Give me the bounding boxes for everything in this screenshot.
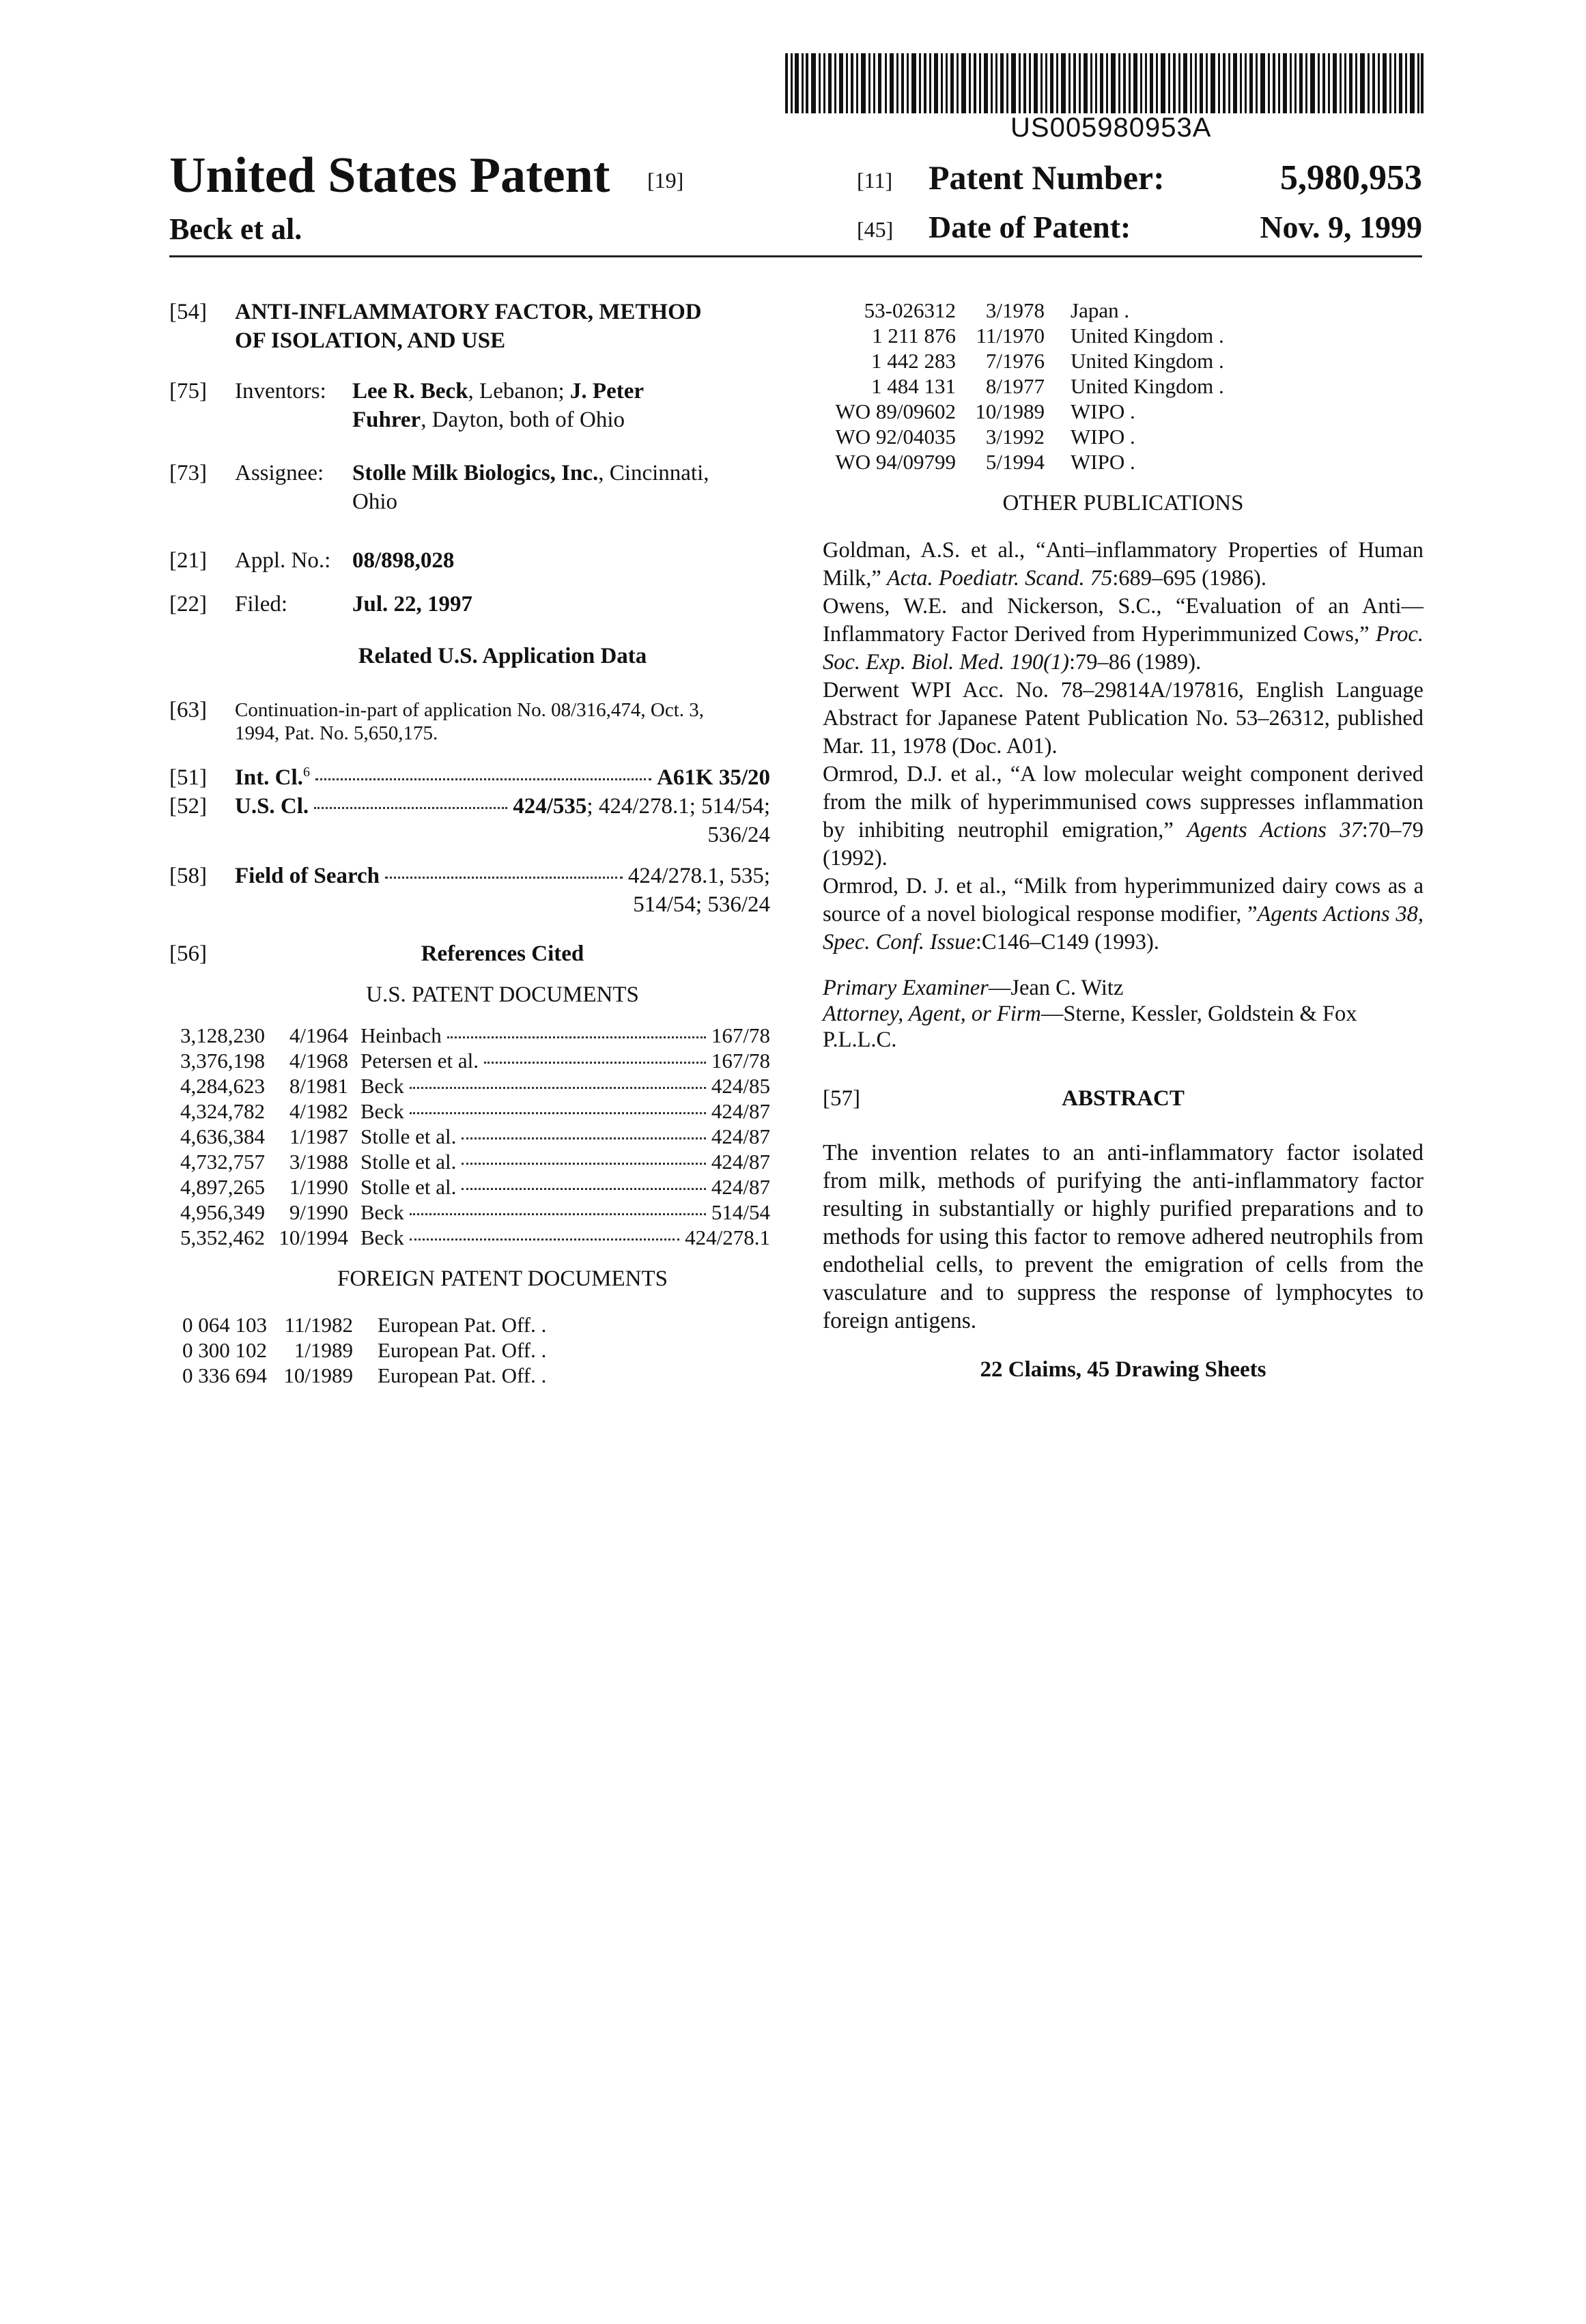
foreign-doc-date: 11/1982 xyxy=(284,1313,353,1337)
us-doc-name-class xyxy=(360,1200,770,1225)
foreign-doc-office: European Pat. Off. . xyxy=(378,1338,547,1362)
foreign-doc-number: 0 064 103 xyxy=(182,1313,267,1337)
us-doc-name-class xyxy=(360,1023,770,1048)
us-doc-date: 9/1990 xyxy=(289,1200,348,1224)
foreign-doc-office: European Pat. Off. . xyxy=(378,1363,547,1387)
field-of-search-label: Field of Search xyxy=(235,864,380,888)
us-doc-name: Heinbach xyxy=(360,1023,442,1047)
leader-dots xyxy=(315,778,651,780)
foreign-doc-number: 1 442 283 xyxy=(871,349,956,373)
abstract-heading: ABSTRACT xyxy=(1062,1086,1185,1111)
us-doc-date: 1/1990 xyxy=(289,1175,348,1199)
us-doc-row xyxy=(169,1023,770,1048)
leader-dots xyxy=(462,1137,706,1139)
patent-number: 5,980,953 xyxy=(1280,158,1422,197)
us-doc-name-class xyxy=(360,1149,770,1174)
tag-75: [75] xyxy=(169,379,207,403)
publication-4-text: Ormrod, D.J. et al., “A low molecular weight component derived from the milk of hyperimmunised cows suppresses inflammation by inhibiting neutrophil emigration,” xyxy=(823,762,1424,842)
tag-73: [73] xyxy=(169,461,207,485)
us-doc-number: 4,284,623 xyxy=(180,1074,265,1098)
us-doc-number: 4,324,782 xyxy=(180,1099,265,1123)
tag-56: [56] xyxy=(169,941,207,966)
date-tag: [45] xyxy=(857,217,894,242)
tag-54: [54] xyxy=(169,300,207,324)
foreign-doc-date: 3/1978 xyxy=(985,298,1045,322)
us-cl-rest: ; 424/278.1; 514/54; xyxy=(586,794,770,819)
us-doc-name: Petersen et al. xyxy=(360,1049,479,1073)
tag-58: [58] xyxy=(169,864,207,888)
foreign-doc-row xyxy=(823,424,1424,449)
tag-63: [63] xyxy=(169,698,207,722)
us-doc-class: 167/78 xyxy=(711,1023,770,1047)
publication-1-pages: :689–695 (1986). xyxy=(1112,566,1266,591)
other-publications xyxy=(823,537,1424,956)
us-doc-name: Beck xyxy=(360,1200,404,1224)
leader-dots xyxy=(410,1213,706,1215)
foreign-doc-number: 1 211 876 xyxy=(872,324,956,348)
tag-21: [21] xyxy=(169,548,207,573)
us-doc-name: Stolle et al. xyxy=(360,1175,457,1199)
foreign-doc-office: WIPO . xyxy=(1071,399,1135,423)
abstract-text: The invention relates to an anti-inflammatory factor isolated from milk, methods of purifying the anti-inflammatory factor resulting in substantially or highly purified preparations and to methods for using this factor to remove adhered neutrophils from endothelial cells, to prevent the emigration of cells from the vasculature and to suppress the response of lymphocytes to foreign antigens. xyxy=(823,1140,1424,1333)
foreign-doc-number: WO 92/04035 xyxy=(835,425,956,449)
foreign-docs-heading: FOREIGN PATENT DOCUMENTS xyxy=(337,1266,668,1291)
foreign-doc-number: 0 300 102 xyxy=(182,1338,267,1362)
date-label: Date of Patent: xyxy=(929,210,1131,244)
publication-1-text: Goldman, A.S. et al., “Anti–inflammatory Properties of Human Milk,” xyxy=(823,538,1424,591)
inventor-2a: J. Peter xyxy=(569,379,645,403)
foreign-doc-date: 8/1977 xyxy=(985,374,1045,398)
us-doc-date: 3/1988 xyxy=(289,1150,348,1174)
appl-no: 08/898,028 xyxy=(352,548,455,573)
foreign-doc-number: 0 336 694 xyxy=(182,1363,267,1387)
publication-5-text: Ormrod, D. J. et al., “Milk from hyperimmunized dairy cows as a source of a novel biological response modifier, ” xyxy=(823,874,1424,926)
foreign-doc-row xyxy=(169,1337,770,1363)
inventor-1-place: , Lebanon; xyxy=(468,379,570,403)
leader-dots xyxy=(410,1087,706,1089)
foreign-doc-office: WIPO . xyxy=(1071,450,1135,474)
us-doc-row xyxy=(169,1048,770,1073)
us-doc-name-class xyxy=(360,1174,770,1200)
us-doc-class: 424/87 xyxy=(711,1150,770,1174)
us-doc-number: 3,128,230 xyxy=(180,1023,265,1047)
field-73 xyxy=(169,459,770,518)
us-doc-name: Stolle et al. xyxy=(360,1124,457,1148)
foreign-doc-office: Japan . xyxy=(1071,298,1130,322)
us-patent-documents xyxy=(169,1023,770,1250)
us-doc-row xyxy=(169,1099,770,1124)
foreign-doc-office: WIPO . xyxy=(1071,425,1135,449)
tag-22: [22] xyxy=(169,592,207,617)
foreign-doc-date: 10/1989 xyxy=(283,1363,353,1387)
us-doc-number: 5,352,462 xyxy=(180,1225,265,1249)
attorney-label: Attorney, Agent, or Firm xyxy=(823,1002,1041,1026)
int-cl-sup: 6 xyxy=(302,765,310,780)
publication-5-pages: :C146–C149 (1993). xyxy=(975,930,1159,954)
field-of-search-value: 424/278.1, 535; xyxy=(627,864,770,888)
leader-dots xyxy=(447,1036,706,1038)
us-doc-row xyxy=(169,1200,770,1225)
us-doc-date: 8/1981 xyxy=(289,1074,348,1098)
us-doc-name: Beck xyxy=(360,1074,404,1098)
inventor-2b: Fuhrer xyxy=(352,408,421,433)
assignee xyxy=(235,459,770,516)
us-doc-number: 3,376,198 xyxy=(180,1049,265,1073)
us-cl-line2: 536/24 xyxy=(707,823,770,848)
foreign-doc-number: 1 484 131 xyxy=(871,374,956,398)
us-doc-name-class xyxy=(360,1124,770,1149)
int-cl-value: A61K 35/20 xyxy=(657,765,770,790)
leader-dots xyxy=(462,1188,706,1190)
us-doc-name: Stolle et al. xyxy=(360,1150,457,1174)
leader-dots xyxy=(484,1062,706,1064)
us-doc-class: 424/87 xyxy=(711,1099,770,1123)
assignee-name: Stolle Milk Biologics, Inc. xyxy=(352,461,599,485)
foreign-doc-date: 11/1970 xyxy=(976,324,1045,348)
invention-title-line2: OF ISOLATION, AND USE xyxy=(235,328,506,354)
foreign-doc-row xyxy=(823,449,1424,474)
publication-1 xyxy=(823,537,1424,593)
us-doc-class: 424/87 xyxy=(711,1124,770,1148)
examiners xyxy=(823,975,1424,1053)
us-doc-name-class xyxy=(360,1073,770,1099)
filed-date: Jul. 22, 1997 xyxy=(352,592,473,617)
header-rule xyxy=(169,255,1422,257)
assignee-place-1: , Cincinnati, xyxy=(598,461,709,485)
foreign-doc-row xyxy=(823,298,1424,323)
attorney xyxy=(823,1001,1424,1053)
tag-52: [52] xyxy=(169,794,207,819)
field-57 xyxy=(823,1084,1424,1113)
leader-dots xyxy=(462,1163,706,1165)
leader-dots xyxy=(410,1238,679,1241)
inventors-label: Inventors: xyxy=(235,379,326,403)
publication-4 xyxy=(823,761,1424,873)
us-doc-number: 4,732,757 xyxy=(180,1150,265,1174)
publication-2-journal: Proc. Soc. Exp. Biol. Med. 190(1) xyxy=(823,622,1424,675)
int-cl-text: Int. Cl. xyxy=(235,765,303,790)
us-doc-row xyxy=(169,1225,770,1250)
field-52 xyxy=(169,792,770,849)
us-doc-number: 4,636,384 xyxy=(180,1124,265,1148)
publication-3: Derwent WPI Acc. No. 78–29814A/197816, English Language Abstract for Japanese Patent Publication No. 53–26312, published Mar. 11, 1978 (Doc. A01). xyxy=(823,678,1424,759)
foreign-patent-documents xyxy=(169,1312,770,1388)
us-doc-name: Beck xyxy=(360,1225,404,1249)
foreign-doc-number: WO 94/09799 xyxy=(835,450,956,474)
continuation-line1: Continuation-in-part of application No. 08/316,474, Oct. 3, xyxy=(235,699,705,721)
us-docs-heading: U.S. PATENT DOCUMENTS xyxy=(366,982,639,1007)
us-doc-name: Beck xyxy=(360,1099,404,1123)
publication-1-journal: Acta. Poediatr. Scand. 75 xyxy=(886,566,1113,591)
tag-57: [57] xyxy=(823,1086,860,1111)
foreign-doc-date: 7/1976 xyxy=(985,349,1045,373)
barcode-number: US005980953A xyxy=(1010,113,1212,143)
us-doc-number: 4,956,349 xyxy=(180,1200,265,1224)
leader-dots xyxy=(385,877,623,879)
us-doc-row xyxy=(169,1174,770,1200)
publication-2-pages: :79–86 (1989). xyxy=(1069,650,1202,675)
foreign-doc-office: United Kingdom . xyxy=(1071,324,1224,348)
int-cl-label xyxy=(235,763,310,792)
us-doc-date: 4/1982 xyxy=(289,1099,348,1123)
primary-examiner-value: —Jean C. Witz xyxy=(988,976,1124,1000)
leader-dots xyxy=(410,1112,706,1114)
inventors xyxy=(235,377,770,434)
foreign-doc-date: 10/1989 xyxy=(975,399,1045,423)
us-doc-row xyxy=(169,1073,770,1099)
us-doc-class: 424/278.1 xyxy=(685,1225,770,1249)
field-of-search-line2: 514/54; 536/24 xyxy=(633,892,770,918)
field-75 xyxy=(169,377,770,436)
field-58 xyxy=(169,862,770,919)
us-doc-row xyxy=(169,1149,770,1174)
foreign-doc-row xyxy=(823,323,1424,348)
patent-number-label: Patent Number: xyxy=(929,158,1165,197)
publication-5-journal: Agents Actions 38, Spec. Conf. Issue xyxy=(823,902,1424,954)
continuation-line2: 1994, Pat. No. 5,650,175. xyxy=(235,722,438,744)
document-title: United States Patent xyxy=(169,147,610,203)
us-doc-class: 167/78 xyxy=(711,1049,770,1073)
us-doc-number: 4,897,265 xyxy=(180,1175,265,1199)
foreign-patent-documents-continued xyxy=(823,298,1424,474)
leader-dots xyxy=(314,807,507,809)
foreign-doc-office: European Pat. Off. . xyxy=(378,1313,547,1337)
patent-number-tag: [11] xyxy=(857,168,893,193)
foreign-doc-row xyxy=(169,1312,770,1337)
foreign-doc-number: 53-026312 xyxy=(864,298,956,322)
us-doc-row xyxy=(169,1124,770,1149)
invention-title-line1: ANTI-INFLAMMATORY FACTOR, METHOD xyxy=(235,300,702,324)
us-cl-label: U.S. Cl. xyxy=(235,794,309,819)
foreign-doc-date: 5/1994 xyxy=(985,450,1045,474)
date-of-patent: Nov. 9, 1999 xyxy=(1260,210,1422,244)
authors: Beck et al. xyxy=(169,212,302,246)
references-heading: References Cited xyxy=(421,941,584,966)
assignee-place-2: Ohio xyxy=(352,490,397,515)
publication-2-text: Owens, W.E. and Nickerson, S.C., “Evaluation of an Anti––Inflammatory Factor Derived from Hyperimmunized Cows,” xyxy=(823,594,1424,647)
us-doc-name-class xyxy=(360,1048,770,1073)
barcode xyxy=(785,53,1424,113)
foreign-doc-office: United Kingdom . xyxy=(1071,349,1224,373)
foreign-doc-row xyxy=(823,348,1424,373)
us-doc-class: 424/85 xyxy=(711,1074,770,1098)
foreign-doc-date: 3/1992 xyxy=(985,425,1045,449)
publication-5 xyxy=(823,873,1424,956)
us-doc-date: 10/1994 xyxy=(279,1225,348,1249)
tag-51: [51] xyxy=(169,765,207,790)
field-63 xyxy=(169,698,770,746)
field-54 xyxy=(169,298,770,352)
invention-title xyxy=(235,298,770,355)
inventor-1: Lee R. Beck xyxy=(352,379,468,403)
related-data-heading: Related U.S. Application Data xyxy=(358,644,647,668)
us-doc-class: 424/87 xyxy=(711,1175,770,1199)
primary-examiner xyxy=(823,975,1424,1001)
title-tag: [19] xyxy=(647,168,684,193)
publication-2 xyxy=(823,593,1424,677)
assignee-label: Assignee: xyxy=(235,461,324,485)
foreign-doc-date: 1/1989 xyxy=(294,1338,353,1362)
filed-label: Filed: xyxy=(235,592,288,617)
publication-4-journal: Agents Actions 37 xyxy=(1187,818,1362,842)
us-doc-date: 4/1964 xyxy=(289,1023,348,1047)
appl-no-label: Appl. No.: xyxy=(235,548,331,573)
us-doc-name-class xyxy=(360,1225,770,1250)
us-cl-main: 424/535 xyxy=(513,794,587,819)
foreign-doc-row xyxy=(169,1363,770,1388)
other-publications-heading: OTHER PUBLICATIONS xyxy=(1002,491,1244,515)
attorney-value: —Sterne, Kessler, Goldstein & Fox P.L.L.C. xyxy=(823,1002,1357,1052)
us-doc-name-class xyxy=(360,1099,770,1124)
inventor-2-place: , Dayton, both of Ohio xyxy=(421,408,625,433)
foreign-doc-office: United Kingdom . xyxy=(1071,374,1224,398)
us-doc-date: 1/1987 xyxy=(289,1124,348,1148)
us-doc-date: 4/1968 xyxy=(289,1049,348,1073)
foreign-doc-row xyxy=(823,399,1424,424)
publication-4-pages: :70–79 (1992). xyxy=(823,818,1424,870)
foreign-doc-row xyxy=(823,373,1424,399)
foreign-doc-number: WO 89/09602 xyxy=(835,399,956,423)
us-doc-class: 514/54 xyxy=(711,1200,770,1224)
claims-summary: 22 Claims, 45 Drawing Sheets xyxy=(980,1357,1266,1382)
primary-examiner-label: Primary Examiner xyxy=(823,976,989,1000)
